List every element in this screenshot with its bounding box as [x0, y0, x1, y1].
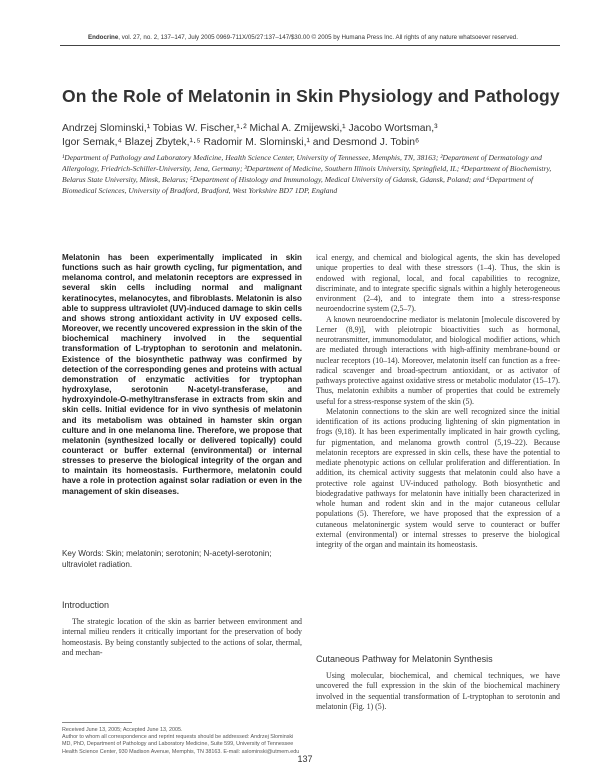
abstract: [62, 253, 302, 497]
author-line-2: Igor Semak,⁴ Blazej Zbytek,¹·⁵ Radomir M. Slominski,¹ and Desmond J. Tobin⁶: [62, 137, 420, 148]
introduction-text: [62, 617, 302, 658]
footnote-received: Received June 13, 2005; Accepted June 13, 2005.: [62, 727, 183, 733]
introduction-heading: Introduction: [62, 600, 110, 610]
article-title: On the Role of Melatonin in Skin Physiology and Pathology: [62, 86, 560, 106]
author-list: [62, 122, 562, 150]
keywords: Key Words: Skin; melatonin; serotonin; N-acetyl-serotonin; ultraviolet radiation.: [62, 549, 272, 569]
footnote-rule: [62, 722, 132, 723]
header-rule: [60, 45, 560, 46]
abstract-text: Melatonin has been experimentally implicated in skin functions such as hair growth cycling, fur pigmentation, and melanoma control, and melatonin receptors are expressed in several skin cells including normal and malignant keratinocytes, melanocytes, and fibroblasts. Melatonin is also able to suppress ultraviolet (UV)-induced damage to skin cells and shows strong antioxidant activity in UV exposed cells. Moreover, we recently uncovered expression in the skin of the biochemical machinery involved in the sequential transformation of L-tryptophan to serotonin and melatonin. Existence of the biosynthetic pathway was confirmed by detection of the corresponding genes and proteins with actual demonstration of enzymatic activities for tryptophan hydroxylase, serotonin N-acetyl-transferase, and hydroxyindole-O-methyltransferase in extracts from skin and skin cells. Initial evidence for in vivo synthesis of melatonin and its metabolism was obtained in hamster skin organ culture and in one melanoma line. Therefore, we propose that melatonin (synthesized locally or delivered topically) could counteract or buffer external (environmental) or internal stresses to preserve the biological integrity of the organ and to maintain its homeostasis. Furthermore, melatonin could have a role in protection against solar radiation or even in the management of skin diseases.: [62, 253, 302, 496]
page-number: 137: [297, 754, 313, 764]
right-paragraph-3: Melatonin connections to the skin are well recognized since the initial identification of its actions producing lightening of skin pigmentation in frogs (9,18). It has been experimentally implicated in hair growth cycling, fur pigmentation, and melanoma growth control (5,19–22). Because melatonin receptors are expressed in skin cells, these have the potential to mediate phenotypic actions on cellular proliferation and differentiation. In addition, its chemical activity suggests that melatonin could also have a protective role against UV-induced pathology. Both biosynthetic and biodegradative pathways for melatonin have initially been characterized in whole human and rodent skin and in the major cutaneous cellular populations (5). Therefore, we have proposed that the expression of a cutaneous melatoninergic system would serve to counteract or buffer external (environmental) or internal stresses to preserve the biological integrity of the organ and maintain its homeostasis.: [316, 406, 560, 549]
pathway-text: [316, 671, 560, 712]
right-column-text: [316, 253, 560, 550]
right-paragraph-1: ical energy, and chemical and biological agents, the skin has developed unique properties to deal with these stressors (1–4). Thus, the skin is endowed with regional, local, and focal capabilities to recognize, discriminate, and to integrate specific signals within a highly heterogeneous environment (2–4), and to integrate them into a stress-response neuroendocrine system (2,5–7).: [316, 253, 560, 314]
running-header: [88, 34, 558, 41]
cutaneous-pathway-heading: Cutaneous Pathway for Melatonin Synthesis: [316, 654, 493, 664]
intro-paragraph: The strategic location of the skin as barrier between environment and internal milieu renders it critically important for the preservation of body homeostasis. By being constantly subjected to the actions of solar, thermal, and mechan-: [62, 617, 302, 657]
footnote-correspondence: Author to whom all correspondence and reprint requests should be addressed: Andrzej Slominski MD, PhD, Department of Pathology and Laboratory Medicine, Suite 599, University of Tennessee Health Science Center, 930 Madison Avenue, Memphis, TN 38163. E-mail: aslominski@utmem.edu: [62, 734, 300, 755]
journal-name: Endocrine: [88, 34, 119, 41]
author-line-1: Andrzej Slominski,¹ Tobias W. Fischer,¹·² Michal A. Zmijewski,¹ Jacobo Wortsman,³: [62, 123, 438, 134]
citation-info: , vol. 27, no. 2, 137–147, July 2005 0969-711X/05/27:137–147/$30.00 © 2005 by Humana Press Inc. All rights of any nature whatsoever reserved.: [118, 34, 518, 41]
footnote: [62, 727, 302, 756]
right-paragraph-4: Using molecular, biochemical, and chemical techniques, we have uncovered the full expression in the skin of the biochemical machinery involved in the sequential transformation of L-tryptophan to serotonin and melatonin (Fig. 1) (5).: [316, 671, 560, 711]
right-paragraph-2: A known neuroendocrine mediator is melatonin [molecule discovered by Lerner (8,9)], with pleiotropic bioactivities such as hormonal, neurotransmitter, immunomodulator, and biological modifier actions, which are mediated through interactions with high-affinity membrane-bound or nuclear receptors (10–14). Moreover, melatonin itself can function as a free-radical scavenger and broad-spectrum antioxidant, or as activator of pathways protective against oxidative stress or metabolic modulator (15–17). Thus, melatonin exhibits a number of properties that could be extremely useful for a stress-response system of the skin (5).: [316, 314, 560, 406]
affiliations: ¹Department of Pathology and Laboratory Medicine, Health Science Center, University of Tennessee, Memphis, TN, 38163; ²Department of Dermatology and Allergology, Friedrich-Schiller-University, Jena, Germany; ³Department of Medicine, Southern Illinois University, Springfield, IL; ⁴Department of Biochemistry, Belarus State University, Minsk, Belarus; ⁵Department of Histology and Immunology, Medical University of Gdansk, Gdansk, Poland; and ⁶Department of Biomedical Sciences, University of Bradford, Bradford, West Yorkshire BD7 1DP, England: [62, 153, 552, 195]
